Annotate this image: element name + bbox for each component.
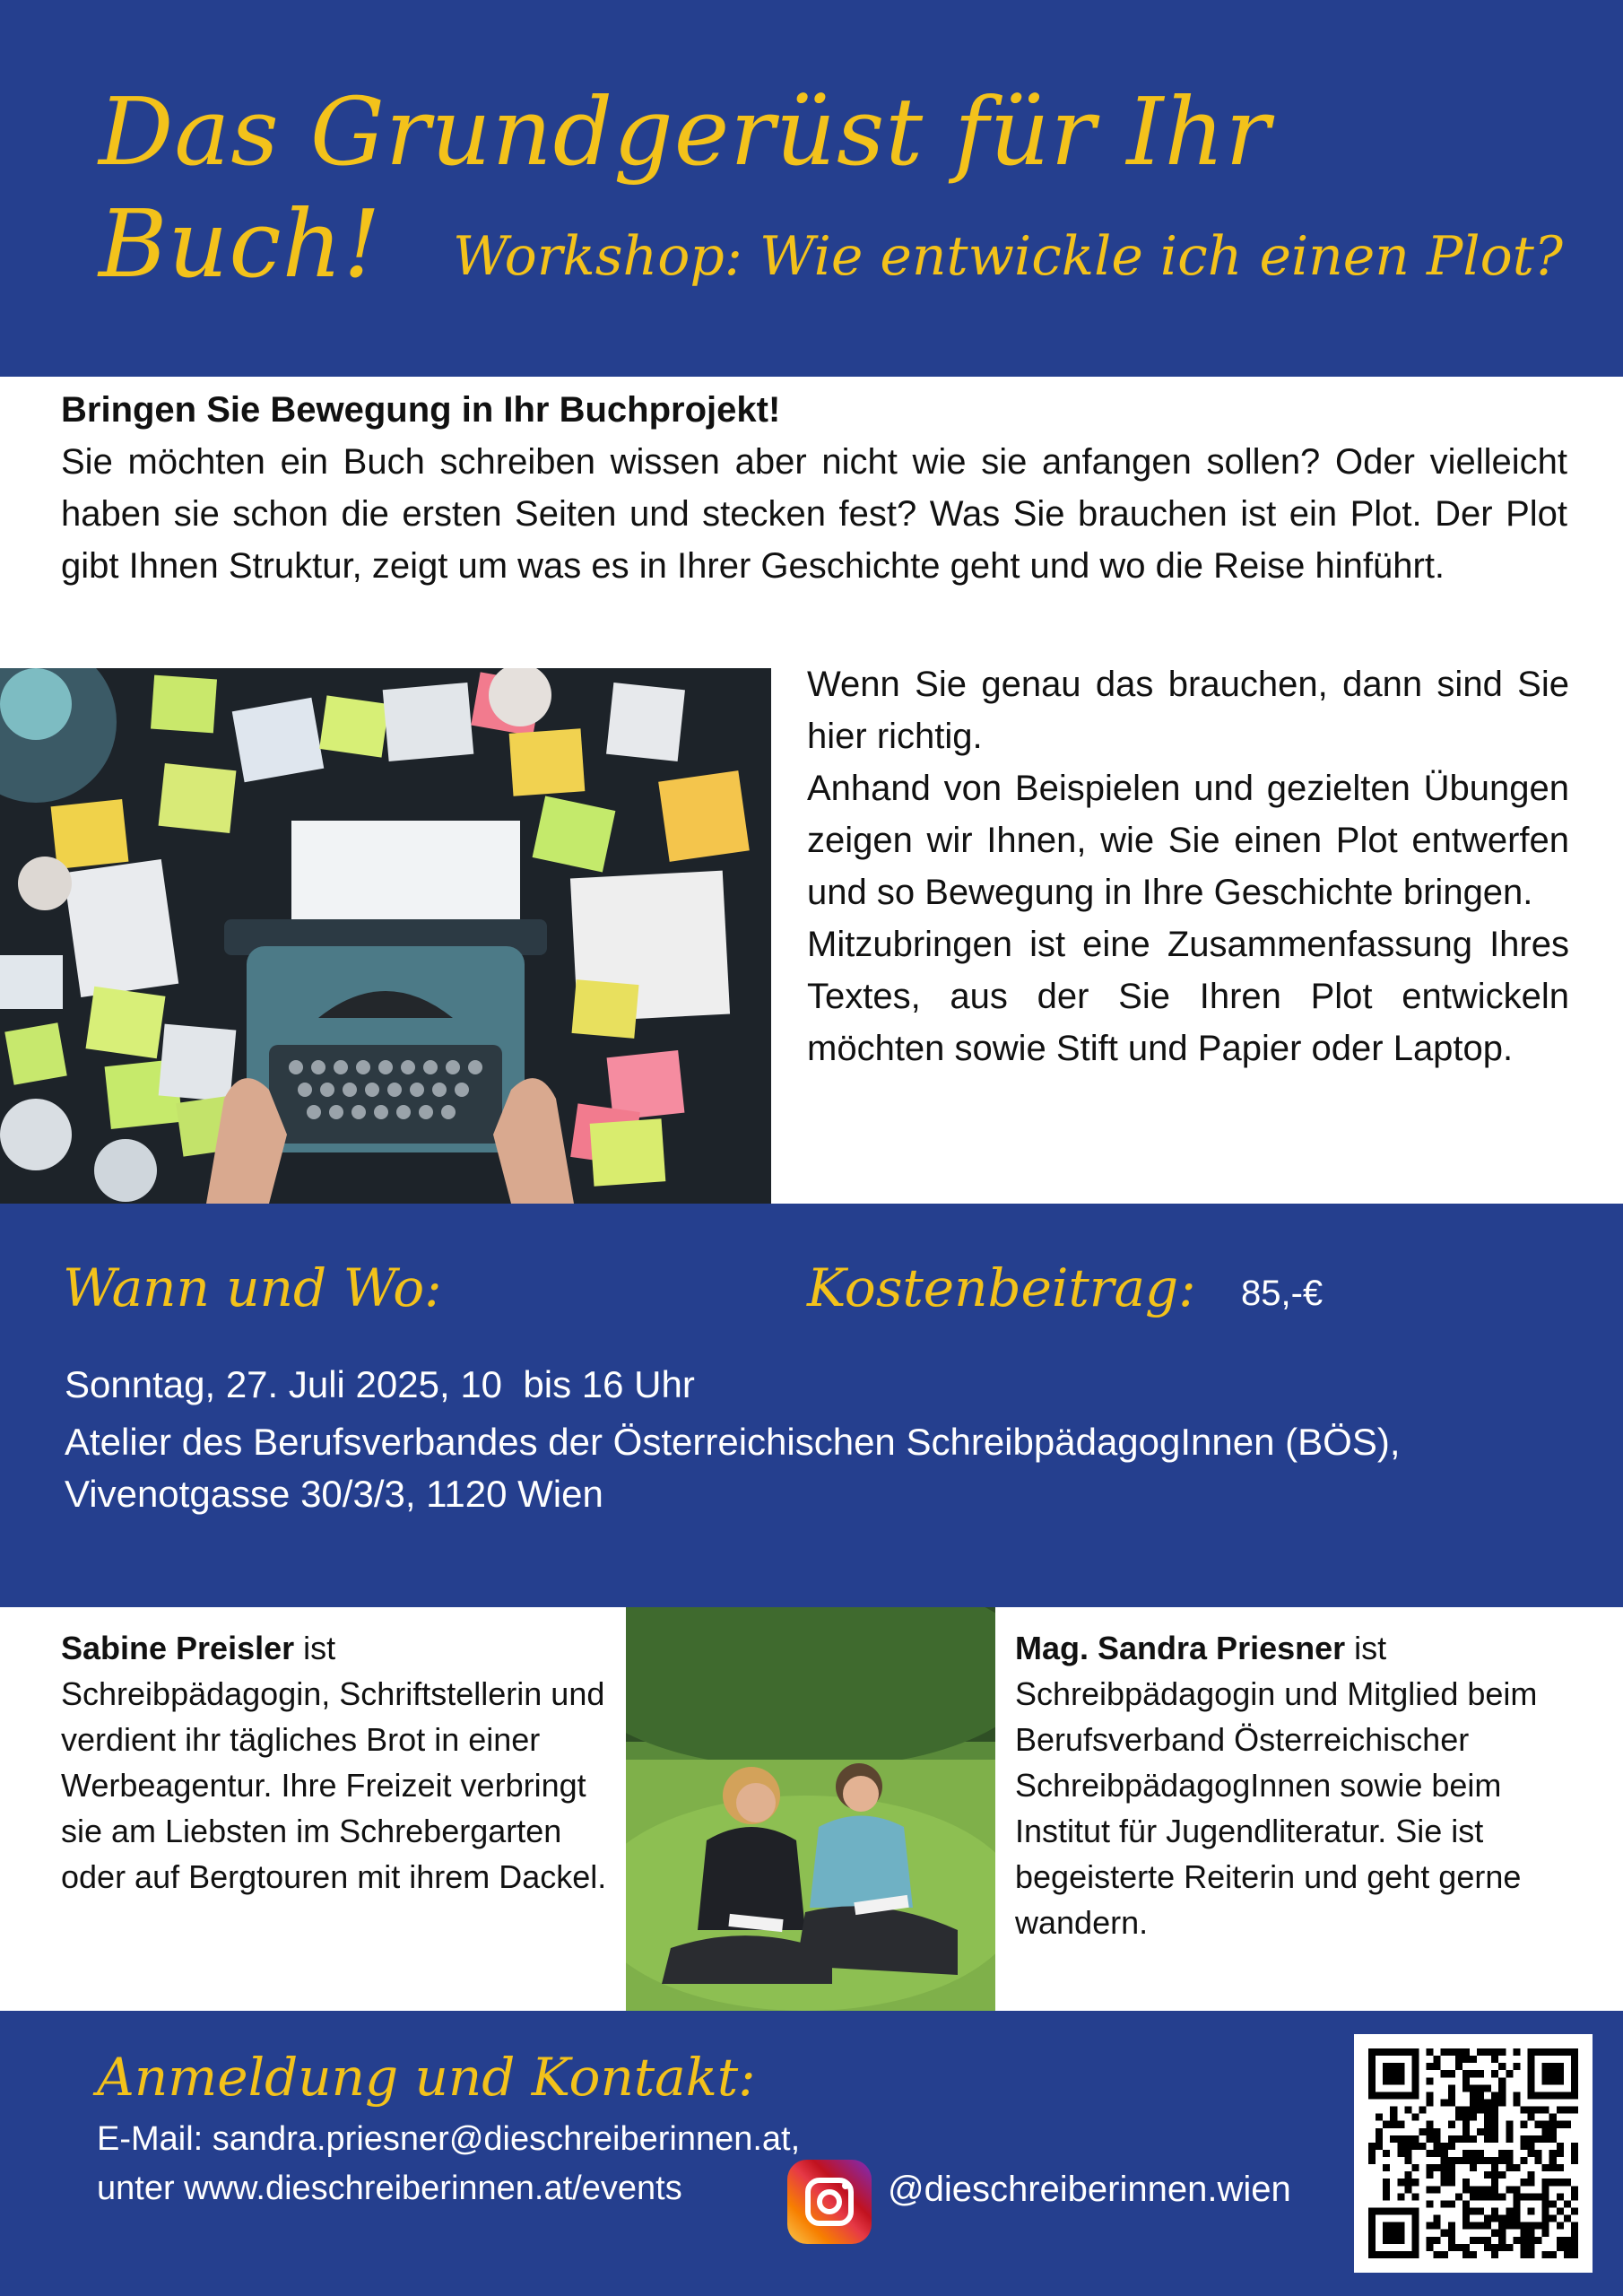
header-banner — [0, 0, 1623, 377]
bio-name: Mag. Sandra Priesner — [1015, 1630, 1346, 1666]
intro-lead: Bringen Sie Bewegung in Ihr Buchprojekt! — [61, 390, 781, 430]
instructors-photo — [626, 1607, 995, 2011]
workshop-description — [807, 658, 1569, 1074]
description-paragraph: Anhand von Beispielen und gezielten Übungen zeigen wir Ihnen, wie Sie einen Plot entwerfen und so Bewegung in Ihre Geschichte bringen. — [807, 769, 1569, 912]
instagram-handle[interactable]: @dieschreiberinnen.wien — [888, 2170, 1291, 2209]
contact-heading: Anmeldung und Kontakt: — [97, 2047, 756, 2108]
description-paragraph: Mitzubringen ist eine Zusammenfassung Ihres Textes, aus der Sie Ihren Plot entwickeln möchten sowie Stift und Papier oder Laptop. — [807, 925, 1569, 1068]
bio-text: ist Schreibpädagogin und Mitglied beim Berufsverband Österreichischer SchreibpädagogInnen sowie beim Institut für Jugendliteratur. Sie ist begeisterte Reiterin und geht gerne wandern. — [1015, 1630, 1538, 1941]
website-link[interactable]: unter www.dieschreiberinnen.at/events — [97, 2170, 682, 2207]
bio-name: Sabine Preisler — [61, 1630, 295, 1666]
email-contact[interactable]: E-Mail: sandra.priesner@dieschreiberinnen.at, — [97, 2120, 801, 2158]
event-date: Sonntag, 27. Juli 2025, 10 bis 16 Uhr — [65, 1363, 695, 1405]
bio-sabine-preisler — [61, 1625, 608, 1900]
cost-heading: Kostenbeitrag: — [807, 1257, 1196, 1318]
cost-value: 85,-€ — [1241, 1274, 1324, 1313]
description-paragraph: Wenn Sie genau das brauchen, dann sind Sie hier richtig. — [807, 665, 1569, 756]
instagram-icon[interactable] — [787, 2160, 872, 2244]
bio-sandra-priesner — [1015, 1625, 1580, 1945]
page-title: Das Grundgerüst für Ihr Buch! — [99, 77, 1271, 299]
bio-text: ist Schreibpädagogin, Schriftstellerin und verdient ihr tägliches Brot in einer Werbeagentur. Ihre Freizeit verbringt sie am Liebsten im Schrebergarten oder auf Bergtouren mit ihrem Dackel. — [61, 1630, 607, 1895]
when-where-heading: Wann und Wo: — [63, 1257, 442, 1318]
event-details-section — [0, 1204, 1623, 1607]
intro-text — [61, 384, 1567, 592]
page-subtitle: Workshop: Wie entwickle ich einen Plot? — [453, 225, 1563, 288]
intro-body: Sie möchten ein Buch schreiben wissen aber nicht wie sie anfangen sollen? Oder vielleicht haben sie schon die ersten Seiten und stecken fest? Was Sie brauchen ist ein Plot. Der Plot gibt Ihnen Struktur, zeigt um was es in Ihrer Geschichte geht und wo die Reise hinführt. — [61, 442, 1567, 586]
qr-code[interactable] — [1354, 2034, 1593, 2273]
typewriter-photo — [0, 668, 771, 1204]
event-location: Atelier des Berufsverbandes der Österreichischen SchreibpädagogInnen (BÖS), Vivenotgasse 30/3/3, 1120 Wien — [65, 1421, 1401, 1515]
